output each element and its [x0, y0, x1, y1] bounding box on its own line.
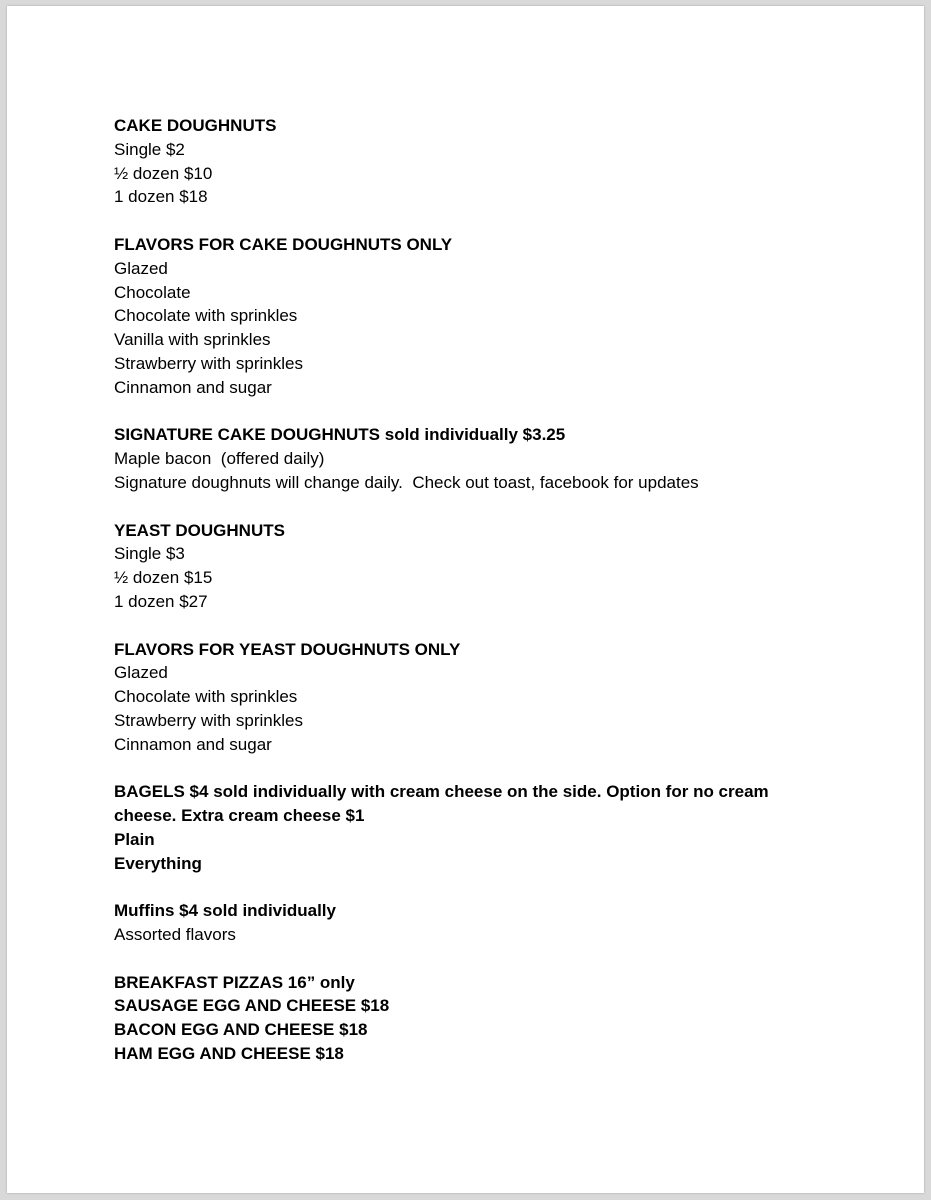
flavor-line: Chocolate [114, 282, 191, 302]
menu-content [114, 114, 834, 1090]
price-line: Single $2 [114, 139, 185, 159]
note-line: Signature doughnuts will change daily. Check out toast, facebook for updates [114, 472, 699, 492]
flavor-line: Chocolate with sprinkles [114, 687, 298, 707]
item-line: HAM EGG AND CHEESE $18 [114, 1044, 344, 1064]
price-line: ½ dozen $15 [114, 568, 213, 588]
flavor-line: Glazed [114, 663, 168, 683]
flavor-line: Strawberry with sprinkles [114, 353, 303, 373]
item-line: Everything [114, 853, 202, 873]
item-line: Maple bacon (offered daily) [114, 449, 325, 469]
flavor-line: Glazed [114, 258, 168, 278]
document-page [7, 6, 924, 1193]
item-line: Plain [114, 829, 155, 849]
section-yeast-flavors [114, 638, 834, 757]
section-heading: YEAST DOUGHNUTS [114, 520, 285, 540]
section-yeast-doughnuts [114, 519, 834, 614]
section-breakfast-pizzas [114, 971, 834, 1066]
flavor-line: Strawberry with sprinkles [114, 710, 303, 730]
section-heading: Muffins $4 sold individually [114, 901, 336, 921]
section-muffins [114, 899, 834, 947]
section-heading: FLAVORS FOR CAKE DOUGHNUTS ONLY [114, 234, 453, 254]
section-signature-doughnuts [114, 423, 834, 494]
price-line: Single $3 [114, 544, 185, 564]
section-heading: BREAKFAST PIZZAS 16” only [114, 972, 355, 992]
item-line: Assorted flavors [114, 925, 236, 945]
section-heading: FLAVORS FOR YEAST DOUGHNUTS ONLY [114, 639, 461, 659]
price-line: ½ dozen $10 [114, 163, 213, 183]
section-cake-flavors [114, 233, 834, 400]
section-heading: CAKE DOUGHNUTS [114, 116, 277, 135]
flavor-line: Chocolate with sprinkles [114, 306, 298, 326]
price-line: 1 dozen $18 [114, 187, 208, 207]
item-line: BACON EGG AND CHEESE $18 [114, 1020, 368, 1040]
section-heading: BAGELS $4 sold individually with cream cheese on the side. Option for no cream cheese. Extra cream cheese $1 [114, 782, 769, 826]
flavor-line: Cinnamon and sugar [114, 734, 272, 754]
section-bagels [114, 780, 834, 875]
price-line: 1 dozen $27 [114, 591, 208, 611]
flavor-line: Cinnamon and sugar [114, 377, 272, 397]
item-line: SAUSAGE EGG AND CHEESE $18 [114, 996, 390, 1016]
flavor-line: Vanilla with sprinkles [114, 330, 271, 350]
section-cake-doughnuts [114, 114, 834, 209]
section-heading: SIGNATURE CAKE DOUGHNUTS sold individually $3.25 [114, 425, 566, 445]
